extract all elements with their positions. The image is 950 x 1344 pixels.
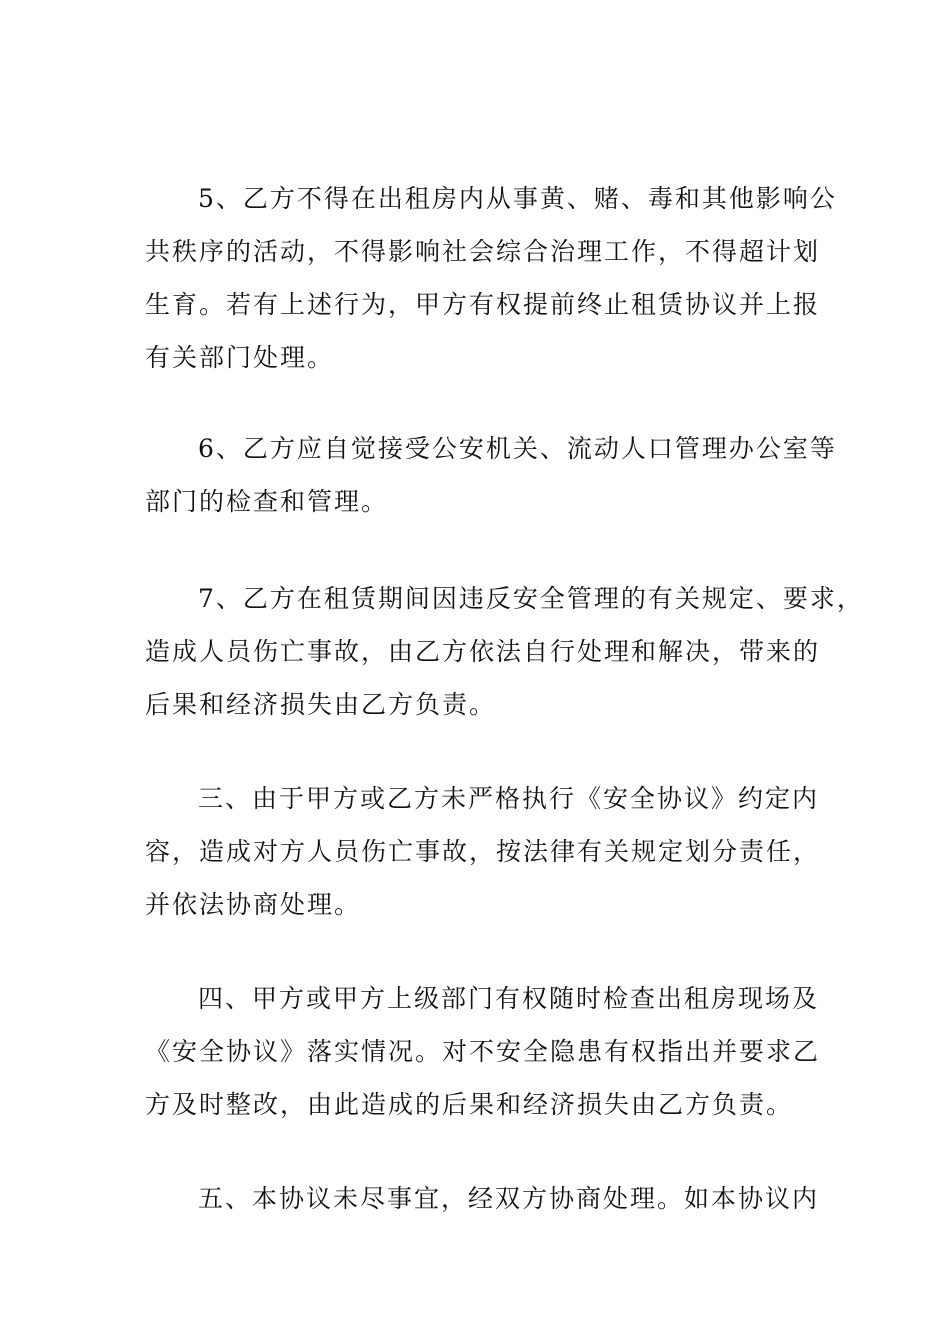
paragraph-line: 《安全协议》落实情况。对不安全隐患有权指出并要求乙 [145,1037,821,1066]
paragraph-line: 容，造成对方人员伤亡事故，按法律有关规定划分责任， [145,837,821,866]
paragraph-line: 后果和经济损失由乙方负责。 [145,690,497,719]
paragraph-clause-7 [145,572,864,731]
paragraph-line: 5、乙方不得在出租房内从事黄、赌、毒和其他影响公 [198,184,837,213]
paragraph-line: 造成人员伤亡事故，由乙方依法自行处理和解决，带来的 [145,637,821,666]
paragraph-clause-5 [145,172,837,384]
paragraph-line: 五、本协议未尽事宜，经双方协商处理。如本协议内 [198,1184,820,1213]
paragraph-line: 四、甲方或甲方上级部门有权随时检查出租房现场及 [198,984,820,1013]
paragraph-section-4 [145,972,821,1131]
paragraph-line: 并依法协商处理。 [145,890,362,919]
paragraph-line: 部门的检查和管理。 [145,487,389,516]
paragraph-line: 7、乙方在租赁期间因违反安全管理的有关规定、要求， [198,584,864,613]
paragraph-line: 6、乙方应自觉接受公安机关、流动人口管理办公室等 [198,434,837,463]
paragraph-line: 生育。若有上述行为，甲方有权提前终止租赁协议并上报 [145,290,821,319]
paragraph-clause-6 [145,422,837,528]
paragraph-line: 方及时整改，由此造成的后果和经济损失由乙方负责。 [145,1090,794,1119]
paragraph-line: 共秩序的活动，不得影响社会综合治理工作，不得超计划 [145,237,821,266]
paragraph-line: 三、由于甲方或乙方未严格执行《安全协议》约定内 [198,784,820,813]
paragraph-line: 有关部门处理。 [145,343,335,372]
paragraph-section-5 [145,1172,820,1225]
paragraph-section-3 [145,772,821,931]
